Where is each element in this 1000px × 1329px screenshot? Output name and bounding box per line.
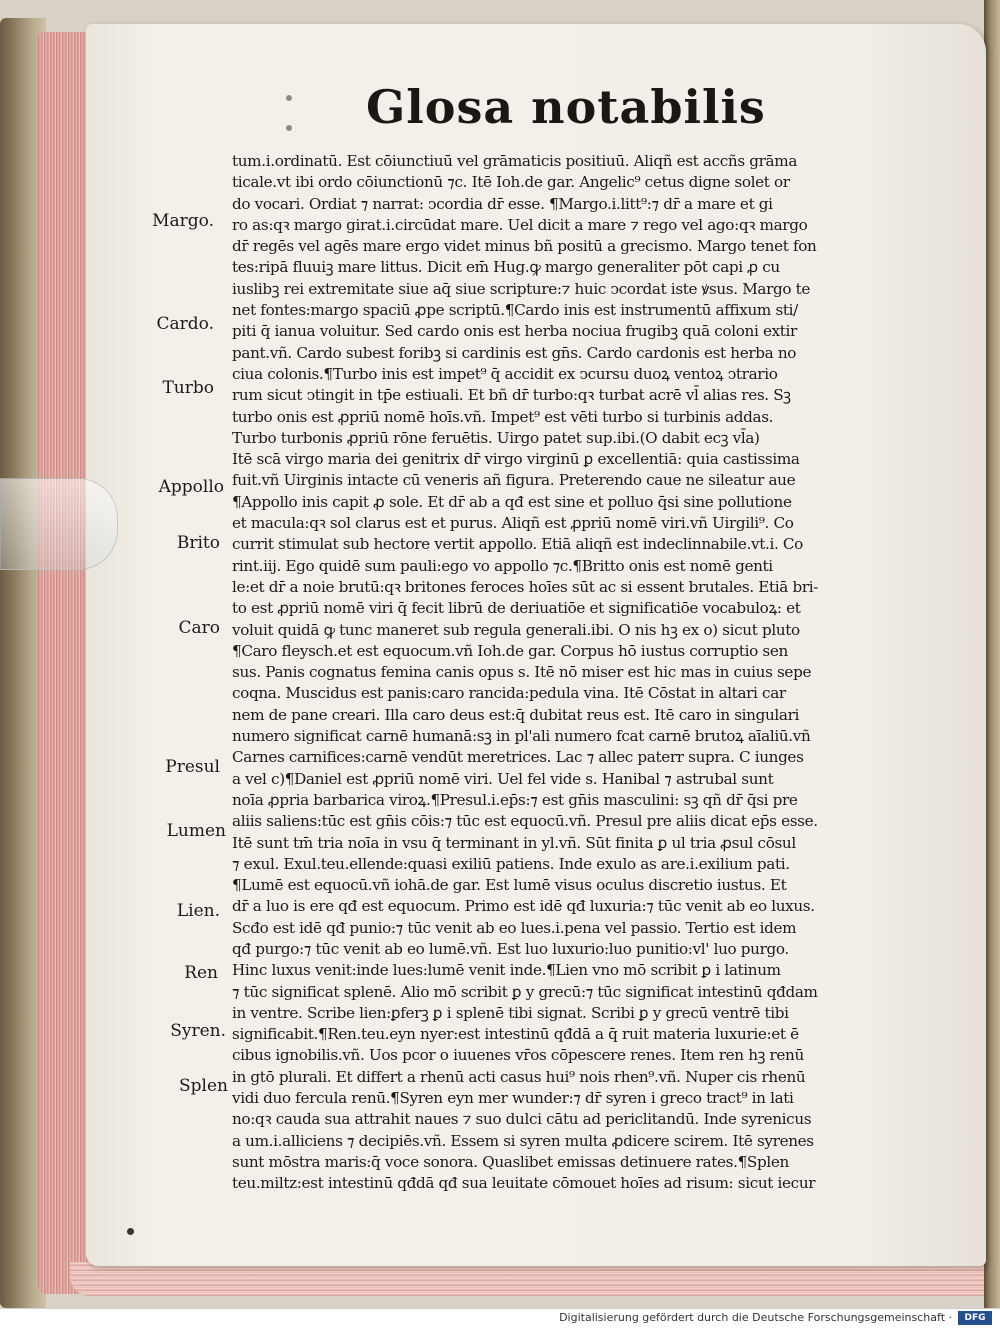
marginal-note: Appollo	[158, 477, 224, 497]
text-line: piti q̄ ianua voluitur. Sed cardo onis est herba nociua frugibꝫ quā coloni extir	[232, 322, 797, 341]
text-line: et macula:qꝛ sol clarus est et purus. Aliqñ est ꝓpriū nomē viri.vñ Uirgili⁹. Co	[232, 514, 794, 533]
text-line: tum.i.ordinatū. Est cōiunctiuū vel grāmaticis positiuū. Aliqñ est accñs grāma	[232, 152, 798, 170]
text-line: numero significat carnē humanā:sꝫ in pl'ali numero fcat carnē brutoꝝ aīaliū.vñ	[232, 727, 811, 746]
marginal-note: Lien.	[176, 901, 220, 921]
text-line: in ventre. Scribe lien:ꝑferꝫ ꝑ i splenē tibi signat. Scribi ꝑ y grecū ventrē tibi	[232, 1003, 789, 1022]
marginal-note: Turbo	[162, 378, 214, 398]
text-line: ro as:qꝛ margo girat.i.circūdat mare. Uel dicit a mare ⁊ rego vel ago:qꝛ margo	[232, 215, 808, 234]
text-line: significabit.¶Ren.teu.eyn nyer:est intestinū qđdā a q̄ ruit materia luxurie:et ē	[232, 1025, 799, 1044]
text-line: dr̄ a luo is ere qđ est equocum. Primo est idē qđ luxuria:⁊ tūc venit ab eo luxus.	[232, 897, 815, 916]
marginal-note: Margo.	[152, 211, 214, 231]
text-line: pant.vñ. Cardo subest foribꝫ si cardinis est gn̄s. Cardo cardonis est herba no	[232, 343, 797, 362]
funding-notice: Digitalisierung gefördert durch die Deutsche Forschungsgemeinschaft ·	[559, 1311, 952, 1324]
text-line: vidi duo fercula renū.¶Syren eyn mer wunder:⁊ dr̄ syren i greco tract⁹ in lati	[232, 1089, 794, 1108]
page-stack-edge	[38, 32, 92, 1294]
text-line: le:et dr̄ a noie brutū:qꝛ britones feroces hoīes sūt ac si essent brutales. Etiā bri-	[232, 577, 819, 596]
text-line: nem de pane creari. Illa caro deus est:q̄ dubitat reus est. Itē caro in singulari	[232, 705, 800, 724]
marginal-note: Presul	[165, 757, 220, 777]
marginal-note: Cardo.	[156, 314, 214, 334]
dfg-logo: DFG	[958, 1311, 992, 1325]
text-line: tes:ripā fluuiꝫ mare littus. Dicit em̄ Hug.ꝙ margo generaliter pōt capi ꝓ cu	[232, 258, 780, 277]
text-line: Itē scā virgo maria dei genitrix dr̄ virgo virginū ꝑ excellentiā: quia castissima	[232, 450, 800, 469]
text-line: ¶Appollo inis capit ꝓ sole. Et dr̄ ab a qđ est sine et polluo q̄si sine pollutione	[232, 492, 792, 511]
text-line: ⁊ tūc significat splenē. Alio mō scribit ꝑ y grecū:⁊ tūc significat intestinū qđdam	[232, 982, 818, 1001]
text-line: qđ purgo:⁊ tūc venit ab eo lumē.vñ. Est luo luxurio:luo punitio:vl' luo purgo.	[232, 939, 789, 958]
text-line: Carnes carnifices:carnē vendūt meretrices. Lac ⁊ allec paterr supra. C iunges	[232, 748, 804, 767]
text-line: Turbo turbonis ꝓpriū rōne feruētis. Uirgo patet sup.ibi.(O dabit ecꝫ vl̄a)	[232, 428, 760, 447]
text-line: aliis saliens:tūc est gn̄is cōis:⁊ tūc est equocū.vñ. Presul pre aliis dicat ep̄s esse.	[232, 812, 818, 831]
text-line: teu.miltz:est intestinū qđdā qđ sua leuitate cōmouet hoīes ad risum: sicut iecur	[232, 1174, 816, 1193]
text-line: turbo onis est ꝓpriū nomē hoīs.vñ. Impet⁹ est vēti turbo si turbinis addas.	[232, 407, 774, 426]
text-line: ⁊ exul. Exul.teu.ellende:quasi exiliū patiens. Inde exulo as are.i.exilium pati.	[232, 854, 790, 873]
marginal-note: Brito	[176, 533, 220, 553]
marginal-note: Lumen	[166, 821, 226, 841]
text-line: ¶Caro fleysch.et est equocum.vñ Ioh.de gar. Corpus hō iustus corruptio sen	[232, 641, 788, 660]
marginal-note: Caro	[178, 618, 220, 638]
text-line: currit stimulat sub hectore vertit appollo. Etiā aliqñ est indeclinnabile.vt.i. Co	[232, 535, 803, 554]
text-line: to est ꝓpriū nomē viri q̄ fecit librū de deriuatiōe et significatiōe vocabuloꝝ: et	[232, 599, 801, 618]
page-bottom-edge	[70, 1262, 988, 1296]
ink-spot	[127, 1228, 134, 1235]
text-line: dr̄ regēs vel agēs mare ergo videt minus bñ positū a grecismo. Margo tenet fon	[232, 237, 817, 256]
text-line: iuslibꝫ rei extremitate siue aq̄ siue scripture:⁊ huic ↄcordat iste ꝟsus. Margo te	[232, 279, 811, 298]
text-line: Scđo est idē qđ punio:⁊ tūc venit ab eo lues.i.pena vel passio. Tertio est idem	[232, 918, 797, 937]
text-line: in gtō plurali. Et differt a rhenū acti casus hui⁹ nois rhen⁹.vñ. Nuper cis rhenū	[232, 1067, 806, 1086]
page-title: Glosa notabilis	[366, 80, 766, 134]
text-line: fuit.vñ Uirginis intacte cū veneris añ figura. Preterendo caue ne sileatur aue	[232, 471, 796, 490]
marginal-note: Splen	[179, 1076, 228, 1096]
text-line: a vel c)¶Daniel est ꝓpriū nomē viri. Uel fel vide s. Hanibal ⁊ astrubal sunt	[232, 769, 774, 788]
text-line: Hinc luxus venit:inde lues:lumē venit inde.¶Lien vno mō scribit ꝑ i latinum	[232, 961, 781, 980]
text-line: do vocari. Ordiat ⁊ narrat: ↄcordia dr̄ esse. ¶Margo.i.litt⁹:⁊ dr̄ a mare et gi	[232, 194, 773, 213]
text-line: voluit quidā ꝙ tunc maneret sub regula generali.ibi. O nis hꝫ ex o) sicut pluto	[232, 620, 800, 639]
text-line: coqna. Muscidus est panis:caro rancida:pedula vina. Itē Cōstat in altari car	[232, 684, 786, 703]
book-spine	[984, 0, 1000, 1308]
text-line: ticale.vt ibi ordo cōiunctionū ⁊c. Itē Ioh.de gar. Angelic⁹ cetus digne solet or	[232, 173, 790, 192]
text-line: sunt mōstra maris:q̄ voce sonora. Quaslibet emissas detinuere rates.¶Splen	[232, 1152, 789, 1171]
text-line: cibus ignobilis.vñ. Uos pcor o iuuenes vr̄os cōpescere renes. Item ren hꝫ renū	[232, 1046, 804, 1065]
text-line: ciua colonis.¶Turbo inis est impet⁹ q̄ accidit ex ↄcursu duoꝝ ventoꝝ ↄtrario	[232, 364, 778, 383]
text-line: no:qꝛ cauda sua attrahit naues ⁊ suo dulci cātu ad periclitandū. Inde syrenicus	[232, 1110, 812, 1129]
text-line: rum sicut ↄtingit in tp̄e estiuali. Et bñ dr̄ turbo:qꝛ turbat acrē vl̄ alias res. Sꝫ	[232, 386, 791, 405]
worm-hole	[286, 95, 292, 101]
worm-hole	[286, 125, 292, 131]
main-text	[232, 151, 882, 1193]
text-line: sus. Panis cognatus femina canis opus s. Itē nō miser est hic mas in cuius sepe	[232, 663, 812, 682]
glass-clip	[0, 478, 118, 570]
text-line: Itē sunt tm̄ tria noīa in vsu q̄ terminant in yl.vñ. Sūt finita ꝑ ul tria ꝓsul cōsul	[232, 833, 796, 852]
marginal-note: Syren.	[170, 1021, 226, 1041]
text-line: net fontes:margo spaciū ꝓpe scriptū.¶Cardo inis est instrumentū affixum sti/	[232, 301, 798, 320]
text-line: ¶Lumē est equocū.vñ iohā.de gar. Est lumē visus oculus discretio iustus. Et	[232, 876, 787, 895]
text-line: a um.i.alliciens ⁊ decipiēs.vñ. Essem si syren multa ꝓdicere scirem. Itē syrenes	[232, 1131, 814, 1150]
text-line: rint.iij. Ego quidē sum pauli:ego vo appollo ⁊c.¶Britto onis est nomē genti	[232, 556, 773, 575]
marginal-note: Ren	[184, 963, 218, 983]
text-line: noīa ꝓpria barbarica viroꝝ.¶Presul.i.ep̄s:⁊ est gn̄is masculini: sꝫ qñ dr̄ q̄si pre	[232, 790, 798, 809]
